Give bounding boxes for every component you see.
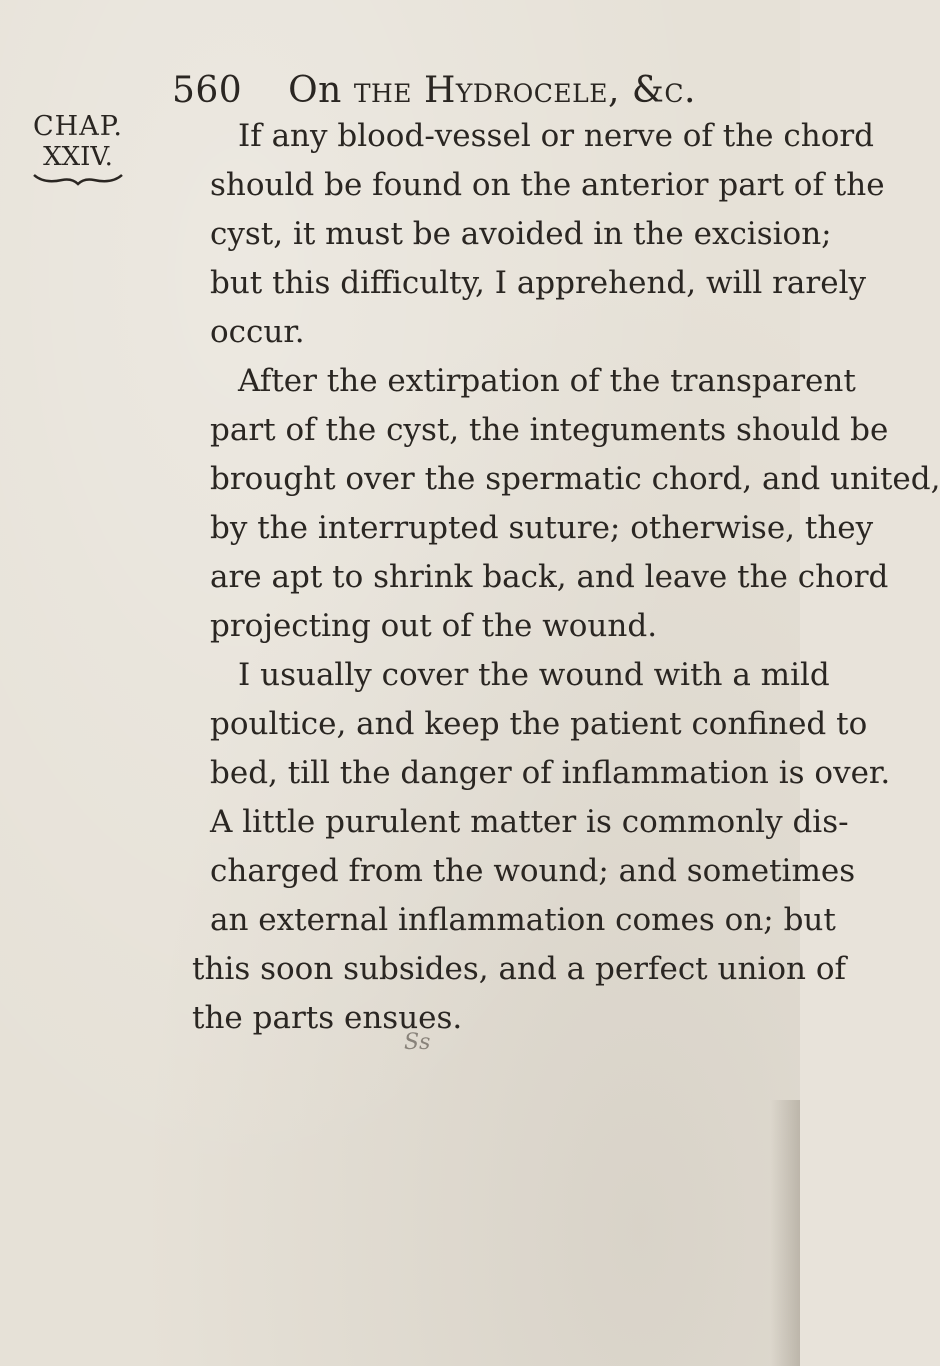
text-line: After the extirpation of the transparent (238, 363, 856, 399)
text-line: poultice, and keep the patient confined to (210, 706, 868, 742)
text-line: an external inflammation comes on; but (210, 902, 836, 938)
brace-ornament-icon (32, 172, 124, 186)
chapter-number: XXIV. (43, 142, 113, 172)
text-line: this soon subsides, and a perfect union of (192, 951, 846, 987)
text-line: are apt to shrink back, and leave the chord (210, 559, 889, 595)
text-line: occur. (210, 314, 305, 350)
text-line: bed, till the danger of inflammation is over. (210, 755, 891, 791)
text-line: charged from the wound; and sometimes (210, 853, 856, 889)
text-line: brought over the spermatic chord, and united, (210, 461, 940, 497)
text-line: cyst, it must be avoided in the excision; (210, 216, 832, 252)
text-line: should be found on the anterior part of the (210, 167, 885, 203)
chapter-margin-note (22, 112, 134, 186)
text-line: I usually cover the wound with a mild (238, 657, 830, 693)
running-head (172, 70, 696, 111)
text-line: part of the cyst, the integuments should be (210, 412, 889, 448)
running-title-lead: On (288, 70, 342, 111)
text-line: but this difficulty, I apprehend, will rarely (210, 265, 867, 301)
paragraph (192, 651, 891, 1043)
text-line: If any blood-vessel or nerve of the chord (238, 118, 875, 154)
text-line: by the interrupted suture; otherwise, they (210, 510, 874, 546)
running-title: the Hydrocele, &c. (353, 70, 696, 111)
text-line: projecting out of the wound. (210, 608, 658, 644)
chapter-label: CHAP. (33, 111, 123, 142)
paragraph (210, 357, 940, 651)
text-line: the parts ensues. (192, 1000, 463, 1036)
paragraph (210, 112, 885, 357)
page-edge-shadow (770, 1100, 800, 1366)
page-number: 560 (172, 70, 243, 111)
text-line: A little purulent matter is commonly dis- (210, 804, 849, 840)
body-text (192, 112, 940, 1043)
stray-ink-mark: Ss (404, 1030, 431, 1055)
